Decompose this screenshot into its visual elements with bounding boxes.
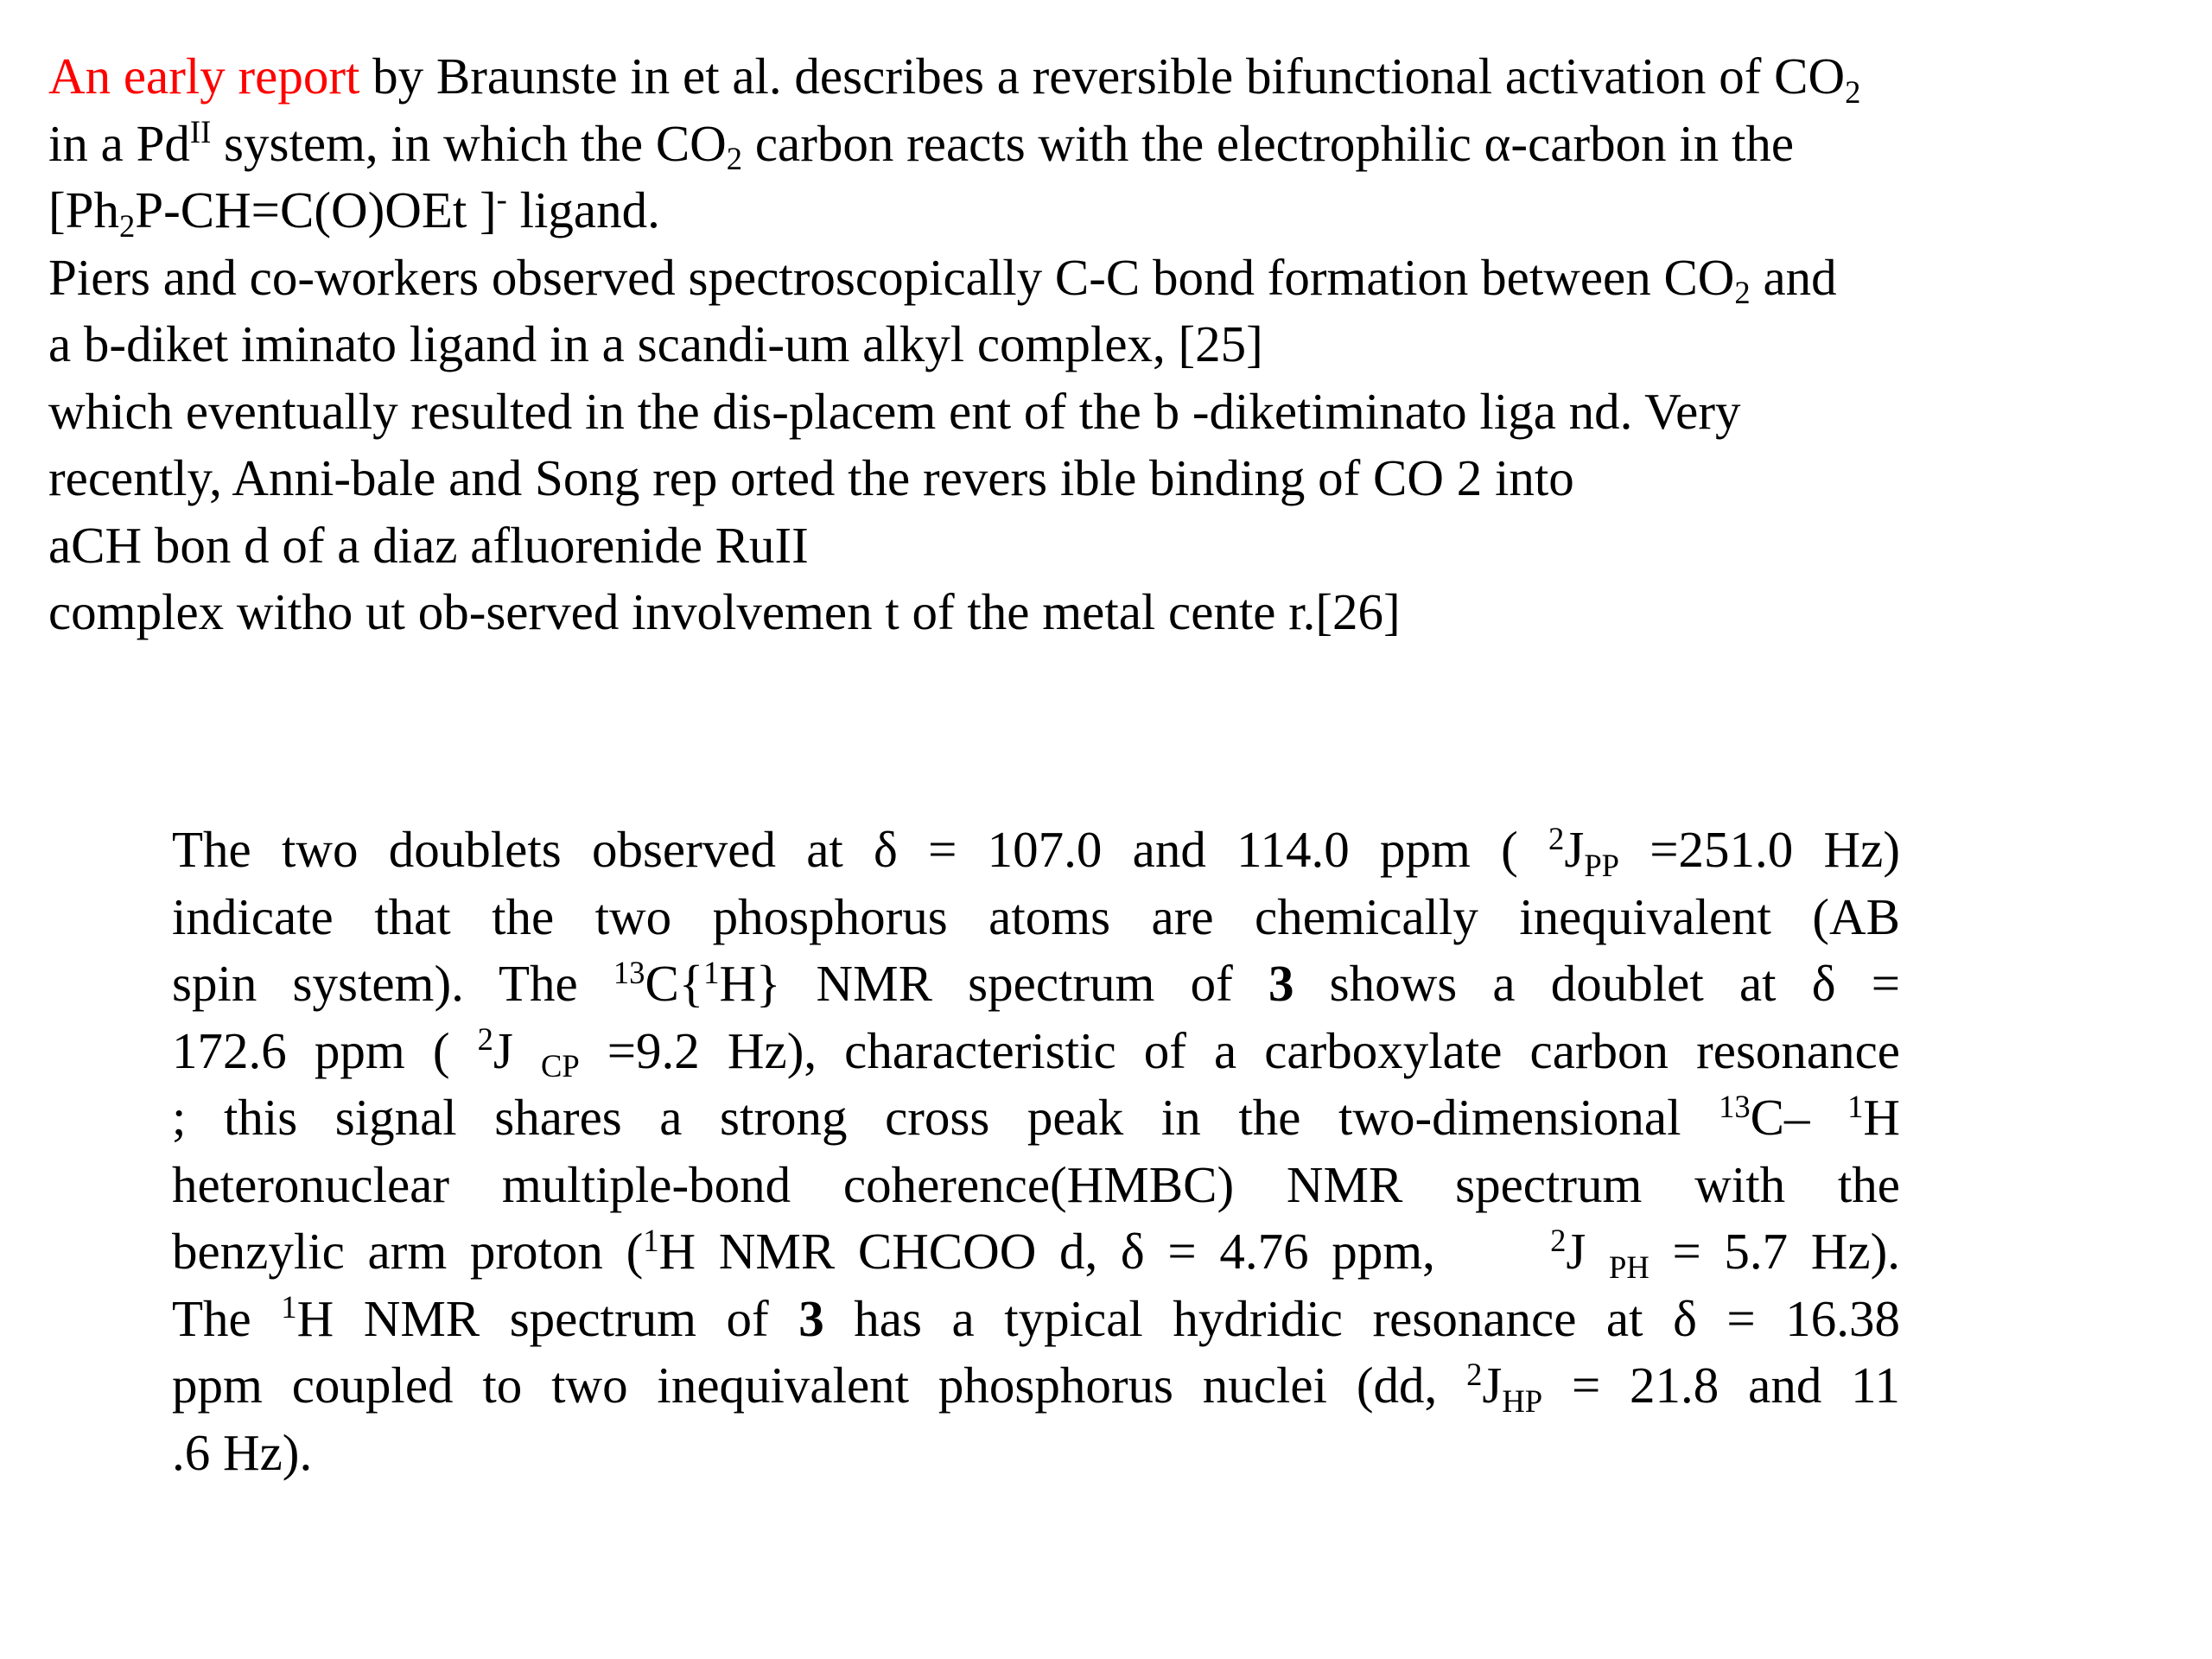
intro-line-4: Piers and co-workers observed spectroscopically C-C bond formation between $CO_2$ and	[48, 248, 1837, 311]
compound-number: 3	[1268, 955, 1294, 1012]
nmr-line-1: The two doublets observed at δ = 107.0 and 114.0 ppm ( $^2J_{PP} =251.0$ Hz)	[172, 820, 1900, 883]
nmr-line-2: indicate that the two phosphorus atoms are chemically inequivalent (AB	[172, 887, 1900, 945]
intro-line-9: complex witho ut ob-served involvemen t of the metal cente r.[26]	[48, 583, 1401, 640]
nmr-line-10: .6 Hz).	[172, 1423, 313, 1481]
intro-line-3: [$Ph_2P-CH=C(O)OEt$ ]- ligand.	[48, 181, 660, 244]
intro-line-8: aCH bon d of a diaz afluorenide RuII	[48, 516, 809, 574]
intro-line-7: recently, Anni-bale and Song rep orted the revers ible binding of CO 2 into	[48, 449, 1574, 506]
nmr-line-8: The $^1$H NMR spectrum of 3 has a typical hydridic resonance at δ = 16.38	[172, 1289, 1900, 1347]
nmr-line-6: heteronuclear multiple-bond coherence(HMBC) NMR spectrum with the	[172, 1155, 1900, 1213]
nmr-line-7: benzylic arm proton ($^1$H NMR CHCOO d, δ = 4.76 ppm, $^2$J $_{PH}$ = 5.7 Hz).	[172, 1222, 1900, 1285]
nmr-line-9: ppm coupled to two inequivalent phosphorus nuclei (dd, $^2J_{HP} = 21.8$ and 11	[172, 1356, 1900, 1419]
nmr-paragraph	[172, 817, 1900, 1486]
compound-number: 3	[798, 1289, 824, 1347]
intro-line-5: a b-diket iminato ligand in a scandi-um alkyl complex, [25]	[48, 315, 1263, 372]
intro-paragraph	[48, 43, 2157, 646]
nmr-line-5: ; this signal shares a strong cross peak in the two-dimensional $^{13}$C– $^1$H	[172, 1088, 1900, 1146]
nmr-line-3: spin system). The $^{13}$C{$^1$H} NMR spectrum of 3 shows a doublet at δ =	[172, 954, 1900, 1012]
intro-line-1: An early report by Braunste in et al. describes a reversible bifunctional activation of $CO_2$	[48, 48, 1861, 110]
intro-line-6: which eventually resulted in the dis-placem ent of the b -diketiminato liga nd. Very	[48, 382, 1741, 440]
nmr-line-4: 172.6 ppm ( $^2$J $_{CP}$ =9.2 Hz), characteristic of a carboxylate carbon resonance	[172, 1021, 1900, 1084]
intro-line-2: in a $Pd^{II}$ system, in which the $CO_2$ carbon reacts with the electrophilic α-carbon in the	[48, 114, 1795, 177]
highlighted-phrase: An early report	[48, 48, 360, 105]
